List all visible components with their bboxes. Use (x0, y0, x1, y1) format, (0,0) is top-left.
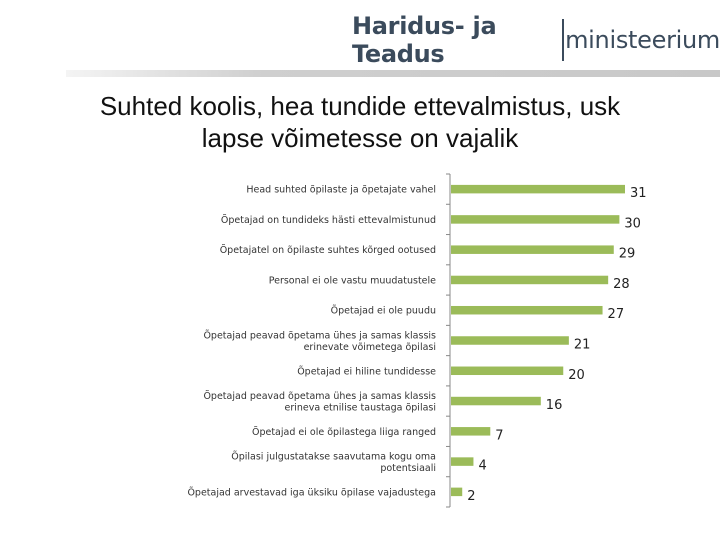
bar (451, 397, 541, 406)
logo-text-bold: Haridus- ja Teadus (352, 12, 497, 68)
category-label-line: erineva etnilise taustaga õpilasi (284, 402, 436, 414)
data-label: 30 (624, 216, 641, 232)
data-label: 4 (478, 458, 487, 474)
bar (451, 488, 462, 497)
category-label-line: Head suhted õpilaste ja õpetajate vahel (246, 184, 436, 196)
category-label (269, 275, 436, 286)
bar (451, 306, 603, 315)
bar (451, 457, 473, 466)
category-label-line: Õpetajad peavad õpetama ühes ja samas klassis (203, 390, 436, 402)
data-label: 7 (495, 428, 504, 444)
category-label (246, 185, 436, 196)
category-label (231, 450, 436, 474)
slide-title-line-1: Suhted koolis, hea tundide ettevalmistus, usk (99, 91, 621, 121)
category-label-line: Õpetajad ei ole õpilastega liiga ranged (251, 426, 436, 438)
bar (451, 245, 614, 254)
data-label: 16 (545, 398, 563, 414)
data-label: 31 (630, 186, 647, 202)
category-label (187, 486, 436, 498)
category-label-line: potentsiaali (380, 462, 436, 474)
bar (451, 427, 490, 436)
category-label (203, 329, 436, 353)
category-label-line: erinevate võimetega õpilasi (303, 341, 436, 353)
category-label (297, 365, 436, 377)
category-label-line: Õpetajad ei hiline tundidesse (297, 366, 436, 378)
category-label-line: Õpetajad ei ole puudu (330, 305, 436, 317)
category-label (221, 214, 436, 226)
data-label: 28 (613, 276, 630, 292)
category-label-line: Õpilasi julgustatakse saavutama kogu oma (231, 451, 436, 463)
bar (451, 336, 569, 345)
category-label-line: Õpetajad on tundideks hästi ettevalmistunud (220, 214, 436, 226)
slide-title-line-2: lapse võimetesse on vajalik (201, 123, 519, 153)
category-label-line: Õpetajatel on õpilaste suhtes kõrged ootused (219, 245, 436, 257)
bar (451, 367, 563, 376)
data-label: 27 (607, 307, 625, 323)
category-label (331, 305, 436, 317)
category-label-line: Personal ei ole vastu muudatustele (268, 275, 436, 287)
data-label: 20 (568, 367, 585, 383)
bar (451, 185, 625, 194)
logo-text-light: ministeerium (565, 26, 720, 54)
data-label: 2 (467, 488, 476, 504)
category-label (220, 244, 436, 256)
category-label-line: Õpetajad arvestavad iga üksiku õpilase vajadustega (187, 487, 436, 499)
data-label: 29 (618, 246, 636, 262)
data-label: 21 (573, 337, 591, 353)
category-label (203, 390, 436, 414)
bar (451, 215, 619, 224)
category-label (252, 426, 436, 438)
bar (451, 276, 608, 285)
category-label-line: Õpetajad peavad õpetama ühes ja samas klassis (203, 330, 436, 342)
